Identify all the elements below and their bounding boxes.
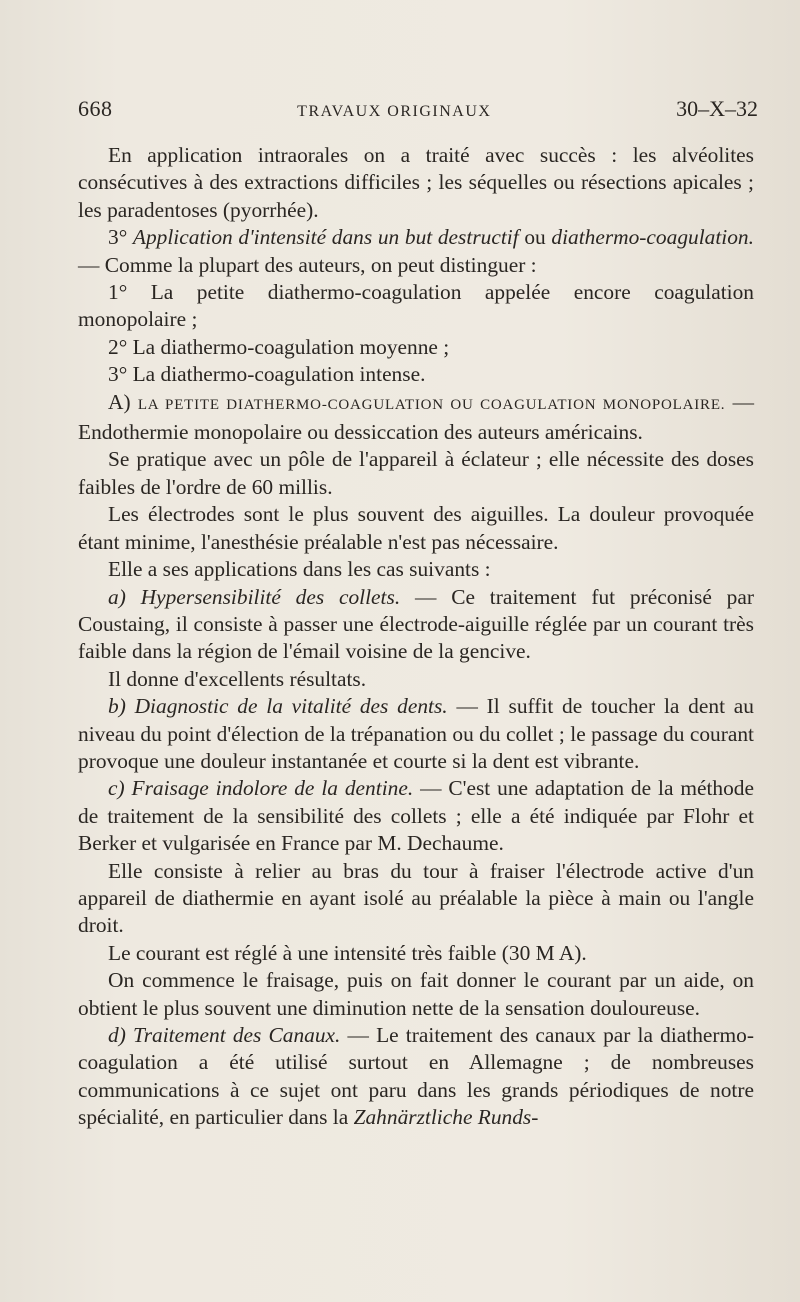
- paragraph: Elle a ses applications dans les cas suivants :: [108, 557, 491, 582]
- paragraph-text: — Il suffit de toucher la dent au niveau du point d'élection de la trépanation ou du collet ; le passage du courant provoque une douleur instantanée et courte si la dent est vibrante.: [78, 694, 754, 773]
- paragraph: Elle consiste à relier au bras du tour à fraiser l'électrode active d'un appareil de diathermie en ayant isolé au préalable la pièce à main ou l'angle droit.: [78, 858, 754, 938]
- paragraph: [78, 775, 754, 857]
- section-label: A): [108, 389, 131, 414]
- paragraph: [78, 1022, 754, 1132]
- subsection-title: b) Diagnostic de la vitalité des dents.: [108, 694, 448, 719]
- subsection-title: d) Traitement des Canaux.: [108, 1023, 341, 1047]
- running-header: [78, 96, 758, 122]
- paragraph: [78, 693, 754, 775]
- issue-date: 30–X–32: [676, 96, 758, 121]
- conjunction: ou: [524, 225, 546, 250]
- subsection-title: c) Fraisage indolore de la dentine.: [108, 776, 414, 801]
- paragraph: Il donne d'excellents résultats.: [108, 666, 367, 691]
- list-item: 3° La diathermo-coagulation intense.: [108, 362, 426, 387]
- paragraph-text: — Ce traitement fut préconisé par Coustaing, il consiste à passer une électrode-aiguille réglée par un courant très faible dans la région de l'émail voisine de la gencive.: [78, 584, 754, 664]
- page-number: 668: [78, 96, 113, 121]
- subsection-title: a) Hypersensibilité des collets.: [108, 584, 401, 609]
- section-title: Application d'intensité dans un but destructif: [132, 225, 519, 250]
- paragraph-text: — Endothermie monopolaire ou dessiccation des auteurs américains.: [78, 389, 754, 445]
- paragraph-text: — C'est une adaptation de la méthode de traitement de la sensibilité des collets ; elle a été indiquée par Flohr et Berker et vulgarisée en France par M. Dechaume.: [78, 776, 754, 856]
- paragraph: Les électrodes sont le plus souvent des aiguilles. La douleur provoquée étant minime, l'anesthésie préalable n'est pas nécessaire.: [78, 502, 754, 554]
- body-text: [78, 142, 754, 1132]
- running-title: TRAVAUX ORIGINAUX: [297, 103, 492, 120]
- paragraph: En application intraorales on a traité avec succès : les alvéolites consécutives à des extractions difficiles ; les séquelles ou résections apicales ; les paradentoses (pyorrhée).: [78, 143, 754, 222]
- list-item: 1° La petite diathermo-coagulation appelée encore coagulation monopolaire ;: [78, 280, 754, 332]
- paragraph: [78, 389, 754, 447]
- journal-title: Zahnärztliche Runds-: [353, 1105, 539, 1130]
- paragraph-text: — Comme la plupart des auteurs, on peut distinguer :: [78, 252, 537, 277]
- section-heading: LA PETITE DIATHERMO-COAGULATION OU COAGULATION MONOPOLAIRE.: [137, 396, 726, 413]
- section-title-alt: diathermo-coagulation.: [551, 225, 754, 250]
- paragraph: [78, 224, 754, 279]
- paragraph: On commence le fraisage, puis on fait donner le courant par un aide, on obtient le plus souvent une diminution nette de la sensation douloureuse.: [78, 968, 754, 1020]
- list-item: 2° La diathermo-coagulation moyenne ;: [108, 334, 450, 359]
- paragraph: Se pratique avec un pôle de l'appareil à éclateur ; elle nécessite des doses faibles de l'ordre de 60 millis.: [78, 447, 754, 499]
- paragraph: [78, 584, 754, 666]
- list-number: 3°: [108, 225, 128, 250]
- paragraph-text: — Le traitement des canaux par la diathermo-coagulation a été utilisé surtout en Allemagne ; de nombreuses communications à ce sujet ont paru dans les grands périodiques de notre spécialité, en particulier dans la: [78, 1023, 754, 1130]
- paragraph: Le courant est réglé à une intensité très faible (30 M A).: [108, 940, 587, 965]
